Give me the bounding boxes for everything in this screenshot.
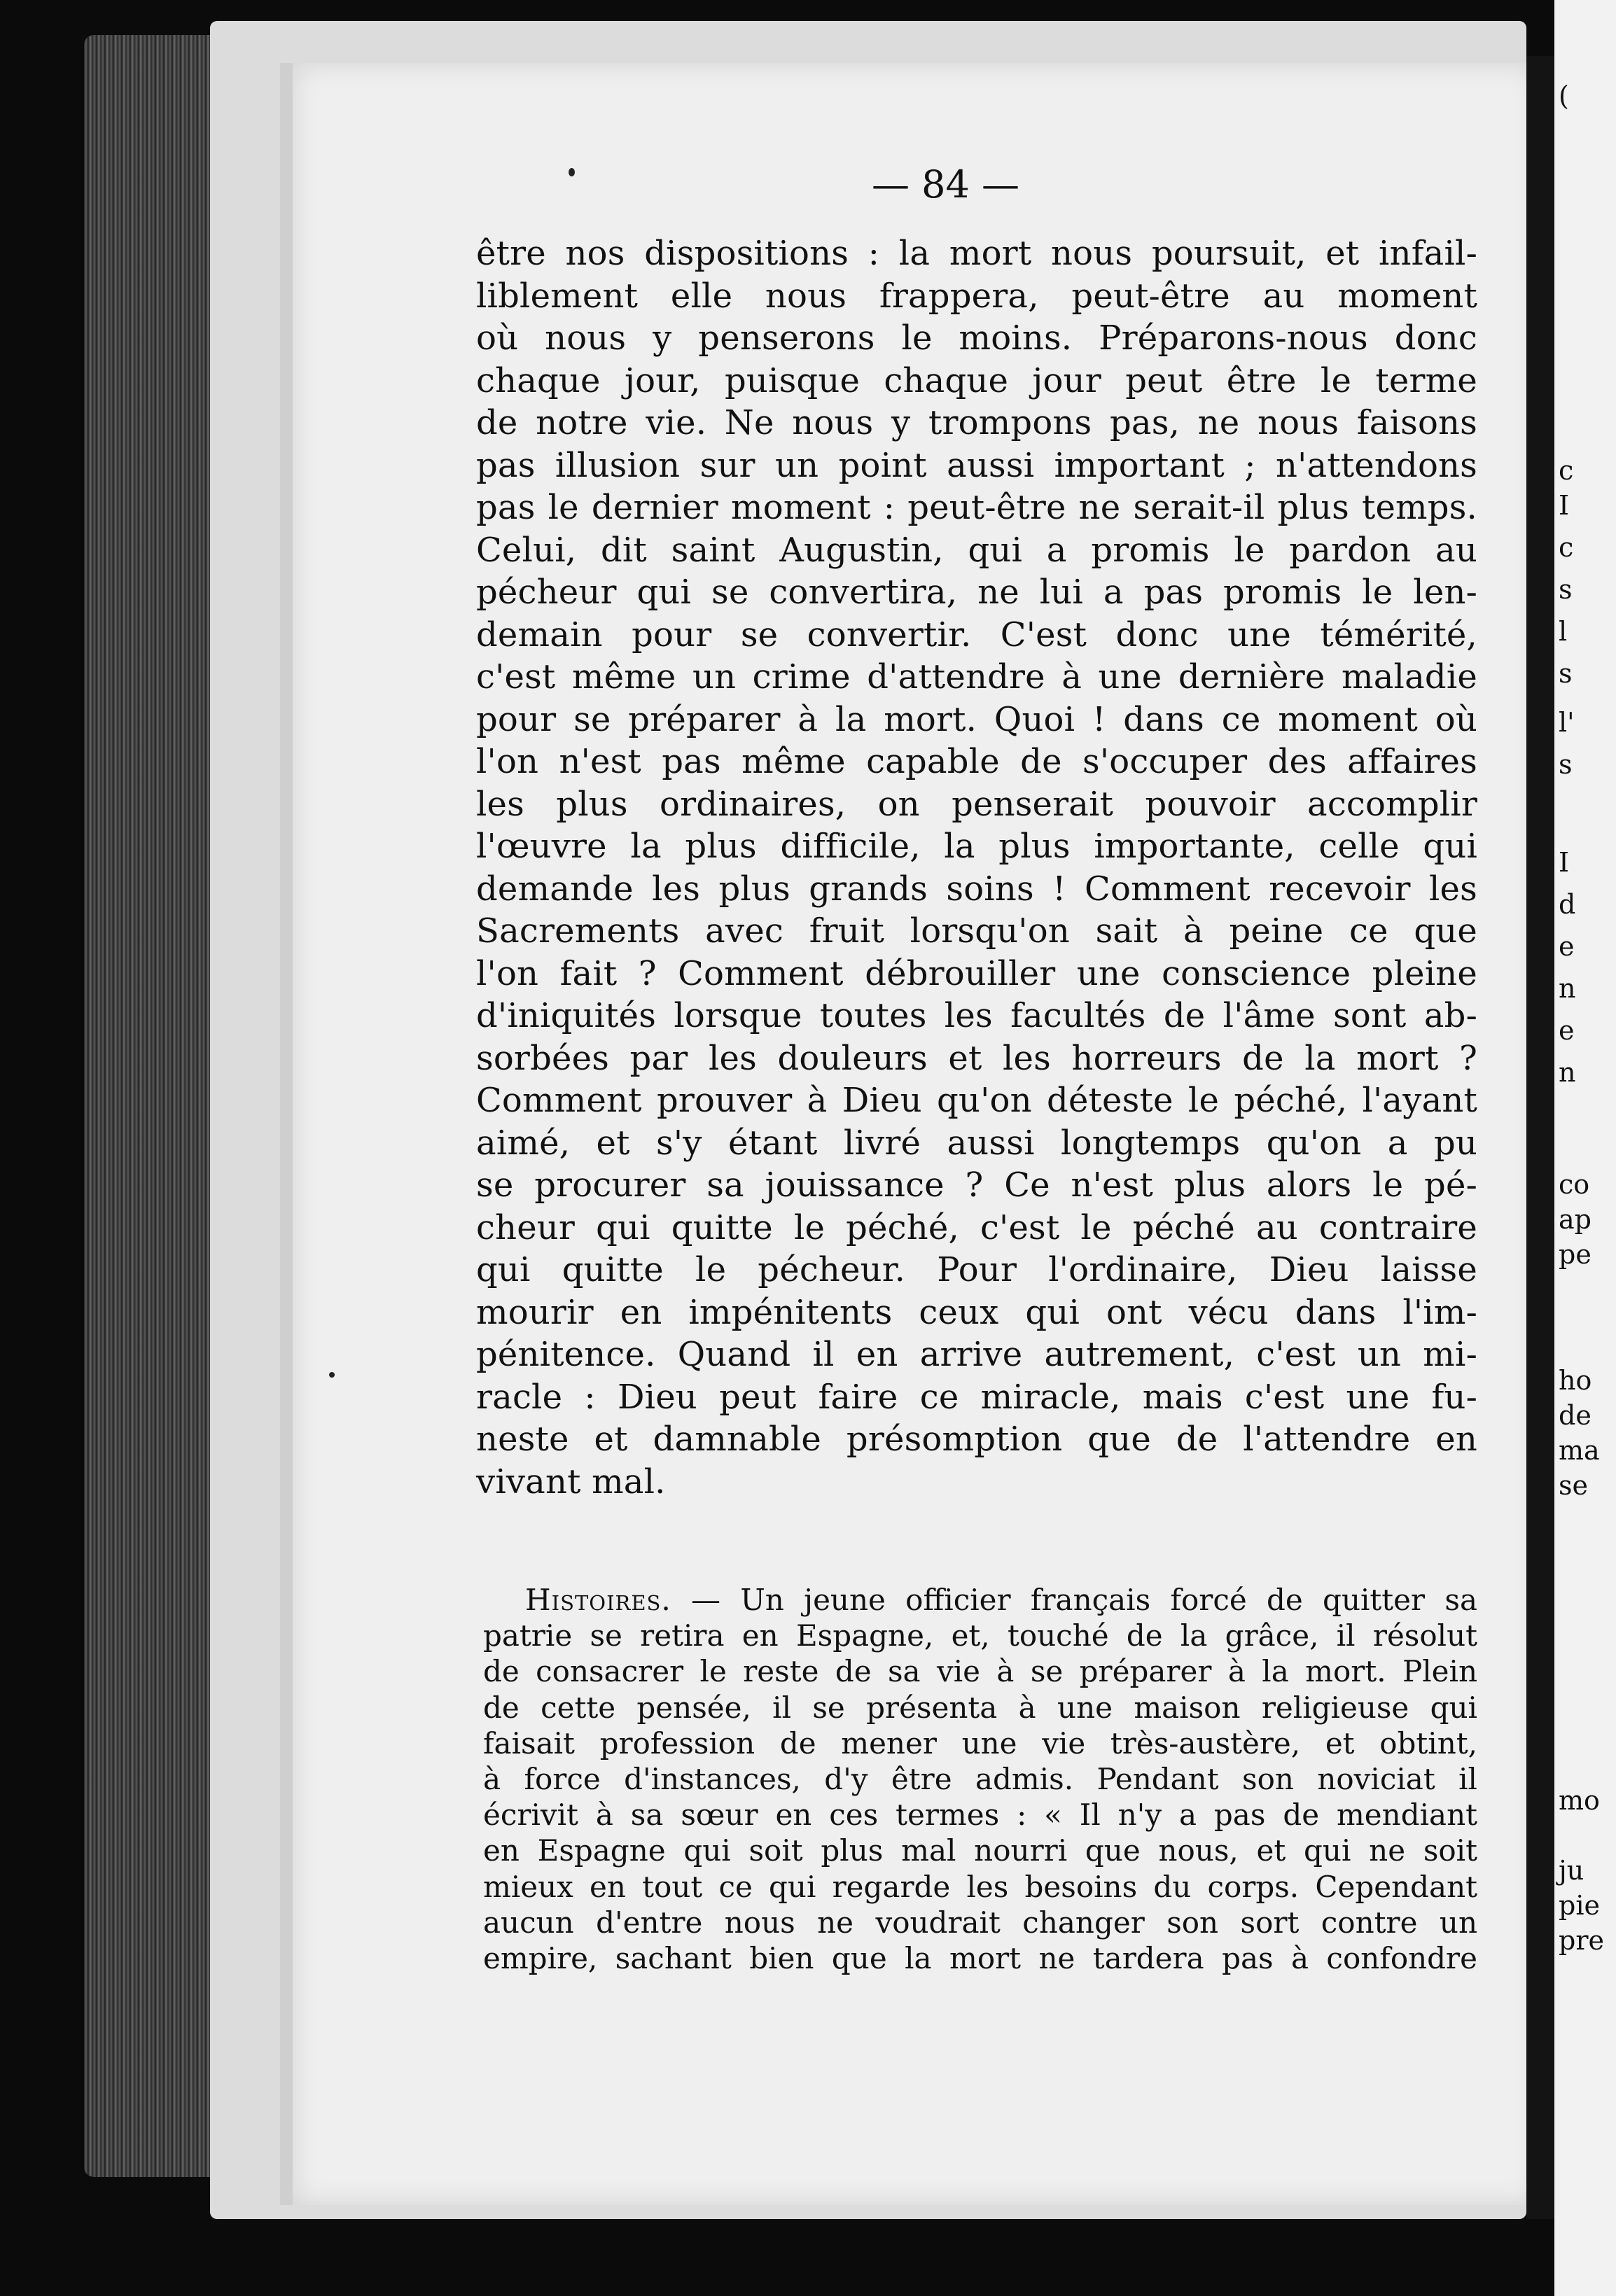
adjacent-page-letters: se (1559, 1470, 1588, 1501)
text-line: chaque jour, puisque chaque jour peut être le terme (476, 360, 1477, 400)
text-line: Celui, dit saint Augustin, qui a promis le pardon au (476, 530, 1477, 570)
text-line: les plus ordinaires, on penserait pouvoir accomplir (476, 784, 1477, 824)
text-line: liblement elle nous frappera, peut-être au moment (476, 276, 1477, 316)
text-line: aimé, et s'y étant livré aussi longtemps qu'on a pu (476, 1123, 1477, 1163)
adjacent-page-letters: ( (1559, 80, 1569, 111)
text-line: racle : Dieu peut faire ce miracle, mais c'est une fu- (476, 1377, 1477, 1417)
text-line: mieux en tout ce qui regarde les besoins du corps. Cependant (483, 1869, 1477, 1904)
adjacent-page-letters: ap (1559, 1204, 1591, 1235)
text-line: sorbées par les douleurs et les horreurs de la mort ? (476, 1038, 1477, 1078)
text-line: aucun d'entre nous ne voudrait changer son sort contre un (483, 1905, 1477, 1940)
text-line: se procurer sa jouissance ? Ce n'est plus alors le pé- (476, 1166, 1477, 1205)
adjacent-page-letters: n (1559, 1057, 1576, 1088)
text-line: Comment prouver à Dieu qu'on déteste le péché, l'ayant (476, 1081, 1477, 1120)
adjacent-page-letters: s (1559, 574, 1573, 605)
text-line: où nous y penserons le moins. Préparons-nous donc (476, 318, 1477, 358)
text-line: de consacrer le reste de sa vie à se préparer à la mort. Plein (483, 1654, 1477, 1689)
adjacent-page-letters: pre (1559, 1925, 1604, 1956)
adjacent-page-letters: l (1559, 616, 1568, 647)
adjacent-page-letters: e (1559, 1015, 1575, 1046)
histories-paragraph (483, 1582, 1477, 1976)
adjacent-page-letters: I (1559, 490, 1570, 521)
text-line: l'on fait ? Comment débrouiller une conscience pleine (476, 953, 1477, 993)
adjacent-page-letters: s (1559, 749, 1573, 780)
text-line: neste et damnable présomption que de l'attendre en (476, 1420, 1477, 1459)
text-line: qui quitte le pécheur. Pour l'ordinaire, Dieu laisse (476, 1250, 1477, 1289)
adjacent-page-letters: I (1559, 847, 1570, 878)
adjacent-page-letters: mo (1559, 1785, 1600, 1816)
adjacent-page-letters: e (1559, 931, 1575, 962)
adjacent-page-letters: pie (1559, 1890, 1600, 1921)
text-line: l'œuvre la plus difficile, la plus importante, celle qui (476, 827, 1477, 866)
adjacent-page-letters: n (1559, 973, 1576, 1004)
histories-first-line (483, 1582, 1477, 1618)
text-line: écrivit à sa sœur en ces termes : « Il n'y a pas de mendiant (483, 1798, 1477, 1833)
adjacent-page-letters: ma (1559, 1435, 1600, 1466)
text-line: être nos dispositions : la mort nous poursuit, et infail- (476, 234, 1477, 273)
text-line: patrie se retira en Espagne, et, touché de la grâce, il résolut (483, 1618, 1477, 1653)
text-line: pénitence. Quand il en arrive autrement, c'est un mi- (476, 1335, 1477, 1374)
text-line: pas le dernier moment : peut-être ne serait-il plus temps. (476, 488, 1477, 527)
text-line: Sacrements avec fruit lorsqu'on sait à peine ce que (476, 911, 1477, 951)
adjacent-page-letters: pe (1559, 1239, 1591, 1270)
text-line: vivant mal. (476, 1462, 666, 1502)
adjacent-page-letters: d (1559, 889, 1576, 920)
gutter-shadow (1526, 56, 1554, 2219)
adjacent-page-letters: s (1559, 658, 1573, 689)
text-line: faisait profession de mener une vie très-austère, et obtint, (483, 1726, 1477, 1760)
page-number: — 84 — (872, 162, 1020, 206)
ink-speck (329, 1372, 335, 1378)
text-line: pécheur qui se convertira, ne lui a pas promis le len- (476, 573, 1477, 612)
text-line: d'iniquités lorsque toutes les facultés de l'âme sont ab- (476, 996, 1477, 1035)
text-line: demande les plus grands soins ! Comment recevoir les (476, 869, 1477, 909)
adjacent-page-letters: ju (1559, 1855, 1584, 1886)
adjacent-page-letters: c (1559, 532, 1574, 563)
text-line: c'est même un crime d'attendre à une dernière maladie (476, 657, 1477, 696)
adjacent-page-letters: ho (1559, 1365, 1592, 1396)
text-line: pas illusion sur un point aussi important ; n'attendons (476, 445, 1477, 485)
adjacent-page-fragment (1554, 0, 1616, 2296)
text-line: à force d'instances, d'y être admis. Pendant son noviciat il (483, 1761, 1477, 1796)
histories-first-line-text: — Un jeune officier français forcé de quitter sa (671, 1583, 1477, 1617)
text-line: pour se préparer à la mort. Quoi ! dans ce moment où (476, 699, 1477, 739)
text-line: empire, sachant bien que la mort ne tardera pas à confondre (483, 1940, 1477, 1975)
adjacent-page-letters: l' (1559, 707, 1575, 738)
text-line: mourir en impénitents ceux qui ont vécu dans l'im- (476, 1292, 1477, 1332)
adjacent-page-letters: de (1559, 1400, 1591, 1431)
text-line: cheur qui quitte le péché, c'est le péché au contraire (476, 1208, 1477, 1247)
text-line: en Espagne qui soit plus mal nourri que nous, et qui ne soit (483, 1833, 1477, 1868)
adjacent-page-letters: co (1559, 1169, 1590, 1200)
text-line: demain pour se convertir. C'est donc une témérité, (476, 615, 1477, 654)
text-line: l'on n'est pas même capable de s'occuper des affaires (476, 742, 1477, 781)
ink-speck (569, 168, 575, 176)
main-paragraph (476, 232, 1477, 1503)
book-page-edges (84, 35, 231, 2177)
histories-heading: Histoires. (525, 1583, 671, 1617)
adjacent-page-letters: c (1559, 455, 1574, 486)
text-line: de notre vie. Ne nous y trompons pas, ne nous faisons (476, 403, 1477, 442)
text-line: de cette pensée, il se présenta à une maison religieuse qui (483, 1690, 1477, 1725)
